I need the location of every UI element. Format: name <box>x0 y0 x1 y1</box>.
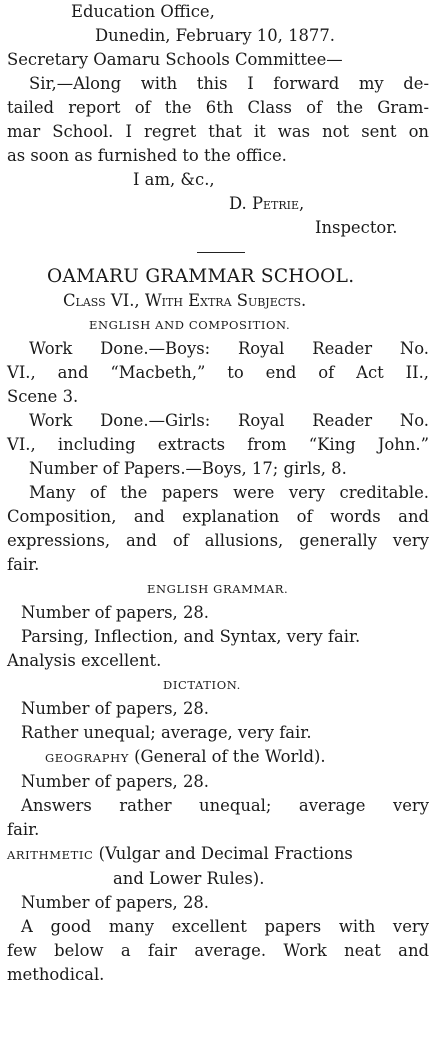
section-heading-grammar: ENGLISH GRAMMAR. <box>147 582 289 596</box>
report-line: expressions, and of allusions, generally very <box>7 531 429 550</box>
arithmetic-heading-rest: (Vulgar and Decimal Fractions <box>98 844 353 863</box>
report-line: Work Done.—Boys: Royal Reader No. <box>29 339 429 358</box>
report-line: Analysis excellent. <box>7 651 162 670</box>
letter-date: Dunedin, February 10, 1877. <box>95 26 336 45</box>
letter-signature: D. Petrie, <box>229 194 305 213</box>
section-heading-arithmetic <box>7 842 429 867</box>
geography-heading-rest: (General of the World). <box>134 747 326 766</box>
report-line: Number of Papers.—Boys, 17; girls, 8. <box>29 459 347 478</box>
report-line: Number of papers, 28. <box>21 699 210 718</box>
report-line: Number of papers, 28. <box>21 893 210 912</box>
report-line: Number of papers, 28. <box>21 772 210 791</box>
report-line: Work Done.—Girls: Royal Reader No. <box>29 411 429 430</box>
letter-body-line: mar School. I regret that it was not sent on <box>7 122 429 141</box>
report-line: few below a fair average. Work neat and <box>7 941 429 960</box>
report-line: VI., including extracts from “King John.” <box>7 435 429 454</box>
arithmetic-heading-line-2: and Lower Rules). <box>113 869 265 888</box>
report-line: Composition, and explanation of words and <box>7 507 429 526</box>
letter-signature-title: Inspector. <box>315 218 398 237</box>
report-line: Scene 3. <box>7 387 79 406</box>
letter-addressee: Secretary Oamaru Schools Committee— <box>7 50 343 69</box>
report-line: Many of the papers were very creditable. <box>29 483 429 502</box>
letter-body-line: Sir,—Along with this I forward my de- <box>29 74 429 93</box>
report-line: fair. <box>7 820 40 839</box>
report-title: OAMARU GRAMMAR SCHOOL. <box>47 266 355 287</box>
report-line: Parsing, Inflection, and Syntax, very fair. <box>21 627 361 646</box>
section-divider <box>197 252 245 253</box>
report-line: methodical. <box>7 965 105 984</box>
report-subtitle: Class VI., With Extra Subjects. <box>63 291 307 310</box>
letter-body-line: tailed report of the 6th Class of the Gram- <box>7 98 429 117</box>
letter-body-line: as soon as furnished to the office. <box>7 146 287 165</box>
letter-closing: I am, &c., <box>133 170 215 189</box>
letter-office: Education Office, <box>71 2 215 21</box>
section-heading-english: ENGLISH AND COMPOSITION. <box>89 318 291 332</box>
report-line: VI., and “Macbeth,” to end of Act II., <box>7 363 429 382</box>
section-heading-dictation: DICTATION. <box>163 678 241 692</box>
geography-heading-caps: GEOGRAPHY <box>45 751 129 765</box>
section-heading-geography <box>7 745 429 770</box>
arithmetic-heading-caps: ARITHMETIC <box>7 848 94 862</box>
report-line: fair. <box>7 555 40 574</box>
report-line: Number of papers, 28. <box>21 603 210 622</box>
report-line: A good many excellent papers with very <box>21 917 429 936</box>
report-line: Answers rather unequal; average very <box>21 796 429 815</box>
report-line: Rather unequal; average, very fair. <box>21 723 312 742</box>
